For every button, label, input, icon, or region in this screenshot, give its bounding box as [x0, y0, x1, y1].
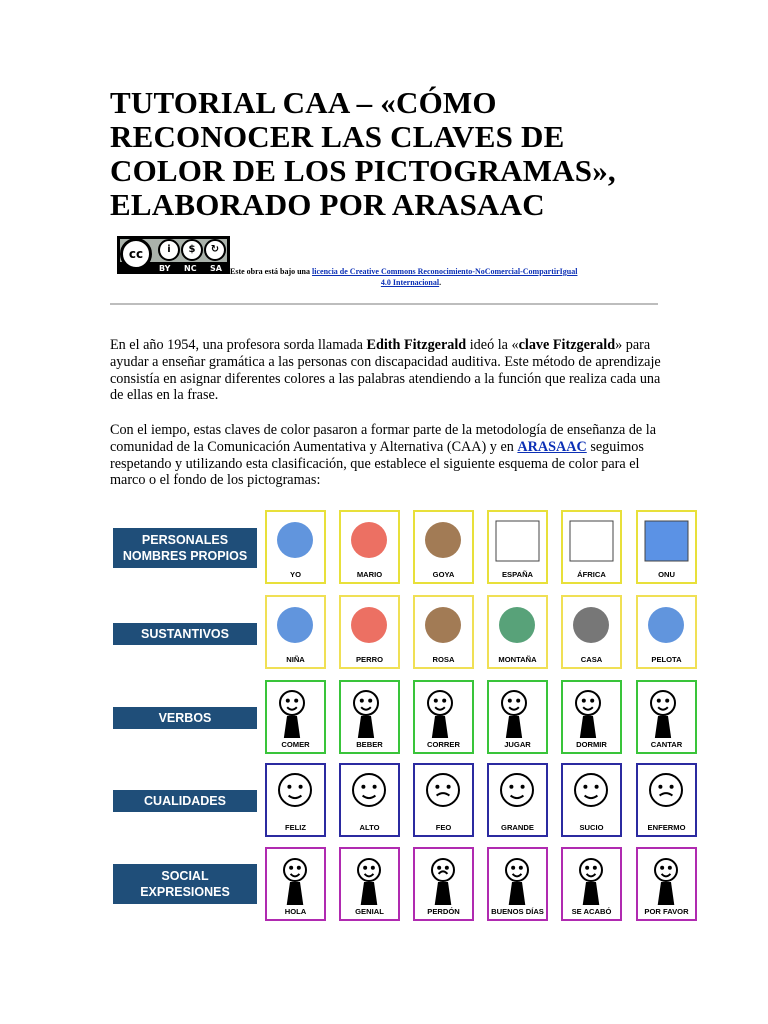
pictogram-caption: PERDÓN [427, 907, 460, 916]
pictogram-card [339, 847, 400, 921]
pictogram-caption: YO [290, 570, 301, 579]
pictogram-caption: GENIAL [355, 907, 384, 916]
pictogram-card [339, 763, 400, 837]
horizontal-rule [110, 303, 658, 305]
pictogram-card [636, 763, 697, 837]
license-link[interactable]: licencia de Creative Commons Reconocimiento-NoComercial-CompartirIgual [312, 267, 578, 276]
title-line: COLOR DE LOS PICTOGRAMAS», [110, 153, 616, 188]
term: clave Fitzgerald [518, 337, 616, 353]
pictogram-image [490, 766, 545, 821]
pictogram-card [636, 847, 697, 921]
pictogram-image [416, 683, 471, 738]
pictogram-image [490, 683, 545, 738]
title-line: ELABORADO POR ARASAAC [110, 187, 545, 222]
text: Con el iempo, estas claves de color pasaron a formar parte de la metodología de enseñanza de la comunidad de la Comunicación Aumentativa y Alternativa (CAA) y en [110, 422, 656, 455]
category-label-line: CUALIDADES [144, 794, 226, 808]
category-label-line: NOMBRES PROPIOS [122, 549, 248, 563]
pictogram-caption: CASA [580, 655, 603, 664]
pictogram-card [636, 680, 697, 754]
pictogram-card [265, 680, 326, 754]
text: ideó la « [466, 337, 519, 353]
pictogram-card [487, 595, 548, 669]
pictogram-card [339, 680, 400, 754]
pictogram-caption: SUCIO [579, 823, 604, 832]
pictogram-image [639, 598, 694, 653]
pictogram-image [490, 850, 545, 905]
pictogram-caption: MONTAÑA [498, 655, 537, 664]
pictogram-caption: MARIO [356, 570, 383, 579]
pictogram-image [490, 598, 545, 653]
color-key-chart [108, 505, 708, 930]
pictogram-card [636, 595, 697, 669]
cc-license-badge[interactable] [117, 236, 230, 274]
license-suffix: . [439, 278, 442, 287]
pictogram-caption: FEO [435, 823, 452, 832]
pictogram-caption: PELOTA [651, 655, 682, 664]
pictogram-image [416, 513, 471, 568]
pictogram-card [413, 680, 474, 754]
pictogram-card [265, 847, 326, 921]
paragraph-scheme [110, 422, 670, 489]
pictogram-image [268, 766, 323, 821]
pictogram-card [636, 510, 697, 584]
pictogram-image [268, 513, 323, 568]
pictogram-card [413, 847, 474, 921]
license-prefix: Este obra está bajo una [230, 267, 313, 276]
pictogram-caption: SE ACABÓ [571, 907, 612, 916]
pictogram-caption: GRANDE [501, 823, 534, 832]
cc-label-sa: SA [210, 264, 222, 273]
pictogram-caption: ALTO [359, 823, 380, 832]
pictogram-caption: NIÑA [286, 655, 305, 664]
pictogram-card [487, 763, 548, 837]
category-label-line: VERBOS [158, 711, 212, 725]
pictogram-image [342, 683, 397, 738]
pictogram-card [561, 595, 622, 669]
title-line: RECONOCER LAS CLAVES DE [110, 119, 565, 154]
noncommercial-icon: $ [181, 239, 203, 261]
text: seguimos respetando y utilizando esta clasificación, que establece el siguiente esquema de color para el marco o el fondo de los pictogramas: [110, 438, 644, 489]
pictogram-image [564, 850, 619, 905]
pictogram-caption: ENFERMO [647, 823, 686, 832]
pictogram-card [339, 595, 400, 669]
pictogram-image [639, 766, 694, 821]
pictogram-card [487, 680, 548, 754]
pictogram-card [413, 510, 474, 584]
pictogram-card [413, 595, 474, 669]
category-label-line: SUSTANTIVOS [141, 627, 229, 641]
pictogram-card [561, 510, 622, 584]
pictogram-image [416, 598, 471, 653]
pictogram-image [342, 850, 397, 905]
title-line: TUTORIAL CAA – «CÓMO [110, 85, 497, 120]
text: » para ayudar a enseñar gramática a las personas con discapacidad auditiva. Este método de aprendizaje consistía en asignar diferentes colores a las palabras atendiendo a la función que realiza cada una de ellas en la frase. [110, 337, 661, 404]
pictogram-image [416, 766, 471, 821]
pictogram-image [342, 598, 397, 653]
pictogram-caption: ESPAÑA [501, 570, 534, 579]
document-title [110, 86, 670, 222]
pictogram-card [561, 847, 622, 921]
pictogram-caption: PERRO [355, 655, 383, 664]
text: En el año 1954, una profesora sorda llamada [110, 337, 367, 353]
person-name: Edith Fitzgerald [366, 337, 467, 353]
arasaac-link[interactable]: ARASAAC [517, 438, 587, 455]
pictogram-caption: CANTAR [650, 740, 683, 749]
pictogram-caption: BEBER [356, 740, 383, 749]
pictogram-card [487, 510, 548, 584]
pictogram-card [561, 763, 622, 837]
license-link-version[interactable]: 4.0 Internacional [380, 278, 440, 287]
pictogram-card [561, 680, 622, 754]
cc-label-nc: NC [184, 264, 197, 273]
category-label-line: PERSONALES [141, 533, 229, 547]
pictogram-image [268, 850, 323, 905]
pictogram-card [265, 510, 326, 584]
pictogram-image [490, 513, 545, 568]
pictogram-caption: ÁFRICA [577, 570, 606, 579]
pictogram-card [487, 847, 548, 921]
pictogram-image [268, 683, 323, 738]
pictogram-caption: ROSA [432, 655, 455, 664]
category-label-line: SOCIAL [161, 869, 209, 883]
cc-icon: cc [120, 238, 152, 270]
category-label [113, 707, 257, 729]
pictogram-caption: CORRER [427, 740, 460, 749]
category-label-line: EXPRESIONES [140, 885, 230, 899]
pictogram-caption: COMER [281, 740, 310, 749]
pictogram-image [342, 513, 397, 568]
attribution-icon: i [158, 239, 180, 261]
pictogram-card [265, 763, 326, 837]
pictogram-image [564, 513, 619, 568]
pictogram-image [416, 850, 471, 905]
category-label [113, 623, 257, 645]
pictogram-card [265, 595, 326, 669]
paragraph-intro [110, 337, 670, 404]
pictogram-image [639, 513, 694, 568]
pictogram-caption: JUGAR [504, 740, 531, 749]
pictogram-caption: POR FAVOR [644, 907, 689, 916]
category-label [113, 864, 257, 904]
pictogram-caption: ONU [658, 570, 675, 579]
sharealike-icon: ↻ [204, 239, 226, 261]
pictogram-image [564, 683, 619, 738]
pictogram-image [564, 766, 619, 821]
pictogram-image [639, 850, 694, 905]
category-label [113, 528, 257, 568]
license-notice [230, 266, 680, 288]
category-label [113, 790, 257, 812]
cc-label-by: BY [159, 264, 171, 273]
pictogram-caption: HOLA [284, 907, 307, 916]
pictogram-image [268, 598, 323, 653]
pictogram-image [342, 766, 397, 821]
pictogram-caption: BUENOS DÍAS [491, 907, 544, 916]
pictogram-card [339, 510, 400, 584]
pictogram-caption: DORMIR [576, 740, 607, 749]
pictogram-caption: FELIZ [284, 823, 307, 832]
pictogram-image [564, 598, 619, 653]
pictogram-card [413, 763, 474, 837]
pictogram-image [639, 683, 694, 738]
pictogram-caption: GOYA [432, 570, 455, 579]
